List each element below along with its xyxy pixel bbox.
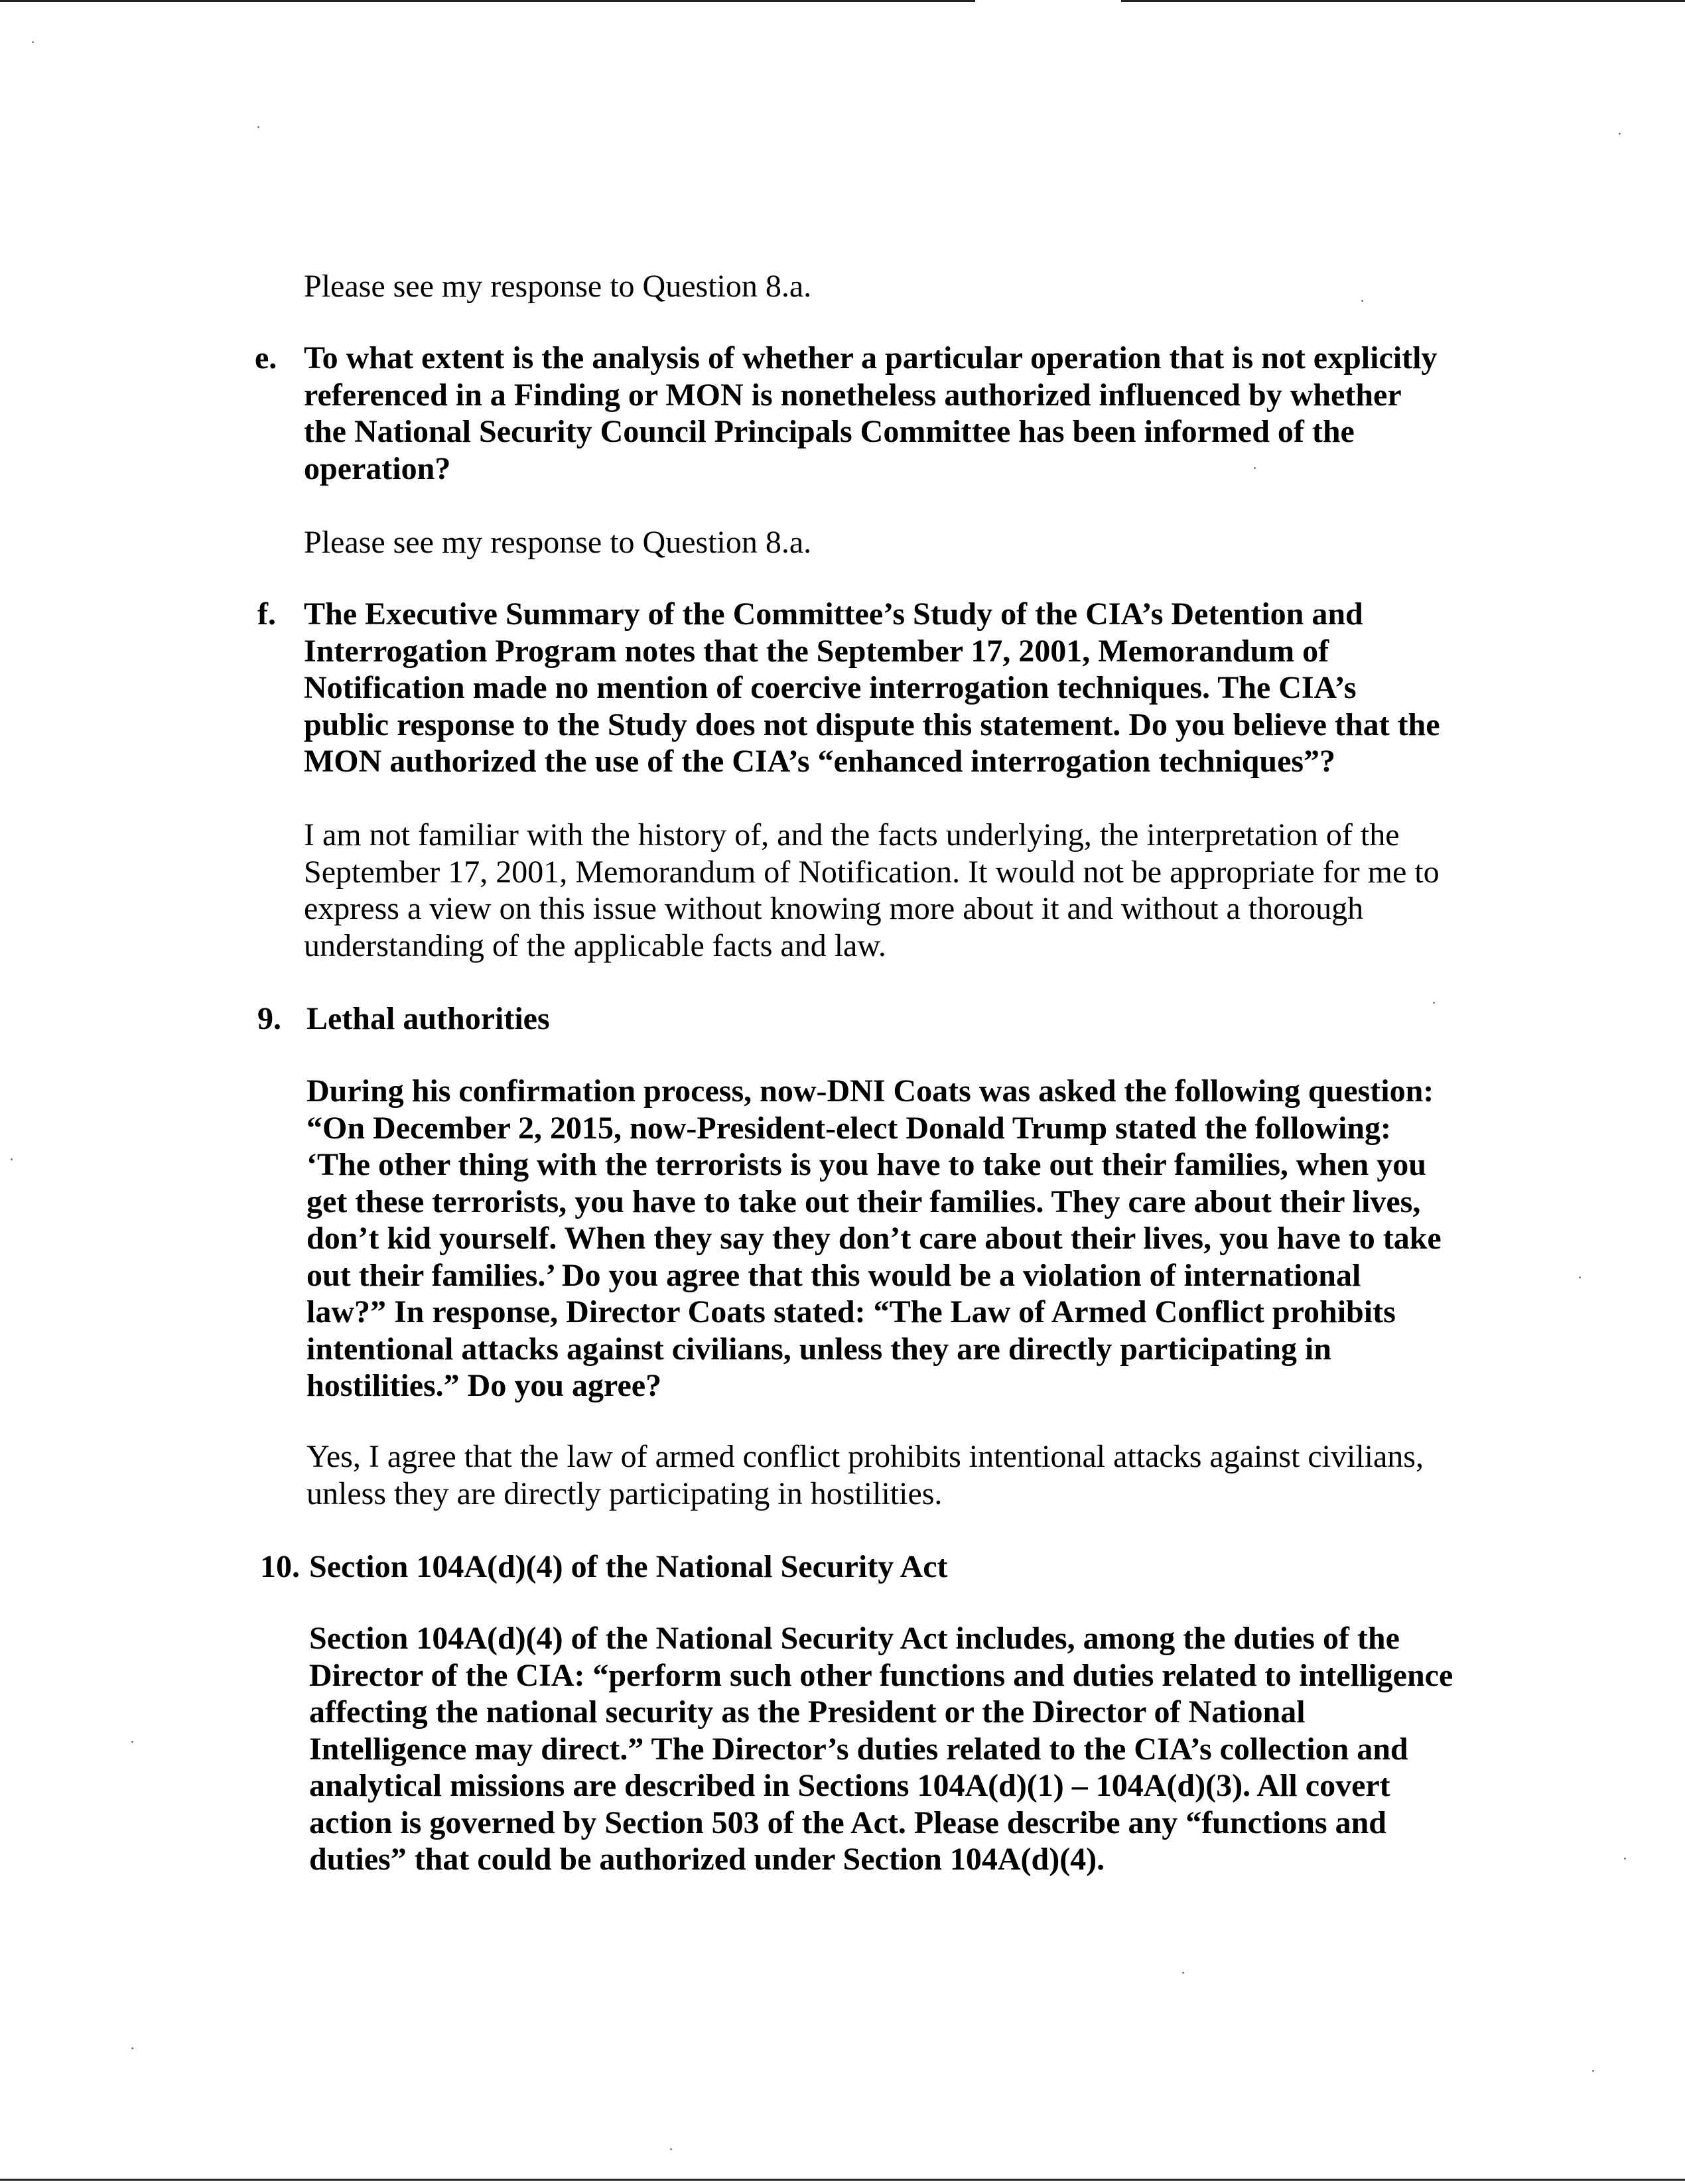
section-9-answer: Yes, I agree that the law of armed conflict prohibits intentional attacks against civilians, unless they are directly participating in hostilities. bbox=[306, 1439, 1424, 1511]
scan-speck bbox=[1433, 1002, 1435, 1004]
scan-speck bbox=[1619, 133, 1621, 135]
scan-speck bbox=[670, 2148, 672, 2150]
section-10-question: Section 104A(d)(4) of the National Security Act includes, among the duties of the Director of the CIA: “perform such other functions and duties related to intelligence affecting the national security as the President or the Director of National Intelligence may direct.” The Director’s duties related to the CIA’s collection and analytical missions are described in Sections 104A(d)(1) – 104A(d)(3). All covert action is governed by Section 503 of the Act. Please describe any “functions and duties” that could be authorized under Section 104A(d)(4). bbox=[309, 1621, 1453, 1877]
section-10-number: 10. bbox=[260, 1549, 300, 1584]
scan-speck bbox=[131, 1741, 133, 1743]
answer-8e: Please see my response to Question 8.a. bbox=[304, 525, 812, 560]
question-8f-marker: f. bbox=[257, 596, 276, 632]
scan-speck bbox=[32, 41, 34, 43]
scan-speck bbox=[257, 126, 259, 128]
scan-speck bbox=[1182, 1972, 1184, 1974]
scan-speck bbox=[1254, 467, 1256, 469]
question-8e-marker: e. bbox=[255, 340, 277, 375]
question-8f-text: The Executive Summary of the Committee’s Study of the CIA’s Detention and Interrogation Program notes that the September 17, 2001, Memorandum of Notification made no mention of coercive interrogation techniques. The CIA’s public response to the Study does not dispute this statement. Do you believe that the MON authorized the use of the CIA’s “enhanced interrogation techniques”? bbox=[304, 596, 1440, 779]
scan-speck bbox=[11, 1158, 13, 1160]
scan-speck bbox=[1624, 1858, 1626, 1860]
scan-speck bbox=[1579, 1276, 1581, 1278]
question-8e-text: To what extent is the analysis of whether a particular operation that is not explicitly referenced in a Finding or MON is nonetheless authorized influenced by whether the National Security Council Principals Committee has been informed of the operation? bbox=[304, 340, 1438, 486]
section-9-number: 9. bbox=[257, 1001, 281, 1036]
scan-edge-bottom bbox=[0, 2179, 1685, 2181]
scan-speck bbox=[1592, 2070, 1594, 2072]
scan-speck bbox=[131, 2047, 133, 2049]
section-9-question: During his confirmation process, now-DNI Coats was asked the following question: “On December 2, 2015, now-President-elect Donald Trump stated the following: ‘The other thing with the terrorists is you have to take out their families, when you get these terrorists, you have to take out their families. They care about their lives, don’t kid yourself. When they say they don’t care about their lives, you have to take out their families.’ Do you agree that this would be a violation of international law?” In response, Director Coats stated: “The Law of Armed Conflict prohibits intentional attacks against civilians, unless they are directly participating in hostilities.” Do you agree? bbox=[306, 1073, 1442, 1403]
scan-speck bbox=[1361, 300, 1363, 302]
answer-8d: Please see my response to Question 8.a. bbox=[304, 269, 812, 304]
section-9-heading: Lethal authorities bbox=[306, 1001, 550, 1036]
section-10-heading: Section 104A(d)(4) of the National Security Act bbox=[309, 1549, 948, 1584]
answer-8f: I am not familiar with the history of, and the facts underlying, the interpretation of the September 17, 2001, Memorandum of Notification. It would not be appropriate for me to express a view on this issue without knowing more about it and without a thorough understanding of the applicable facts and law. bbox=[304, 817, 1440, 963]
